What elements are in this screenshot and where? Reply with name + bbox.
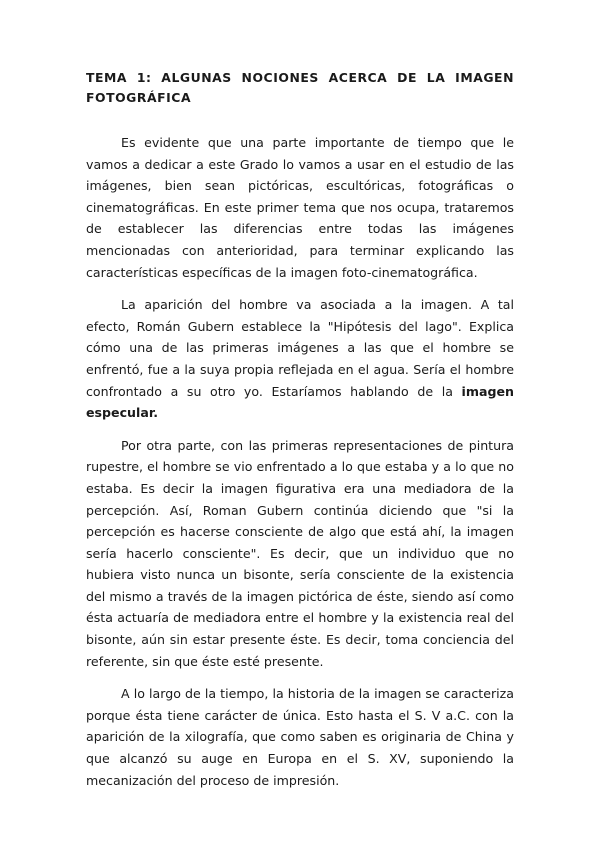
paragraph-4 — [86, 683, 514, 791]
document-title: TEMA 1: ALGUNAS NOCIONES ACERCA DE LA IMAGEN FOTOGRÁFICA — [86, 70, 514, 105]
paragraph-3 — [86, 435, 514, 673]
document-page — [86, 68, 514, 802]
paragraph-2-text: La aparición del hombre va asociada a la imagen. A tal efecto, Román Gubern establece la "Hipótesis del lago". Explica cómo una de las primeras imágenes a las que el hombre se enfrentó, fue a la suya propia reflejada en el agua. Sería el hombre confrontado a su otro yo. Estaríamos hablando de la — [86, 297, 514, 399]
paragraph-3-text: Por otra parte, con las primeras representaciones de pintura rupestre, el hombre se vio enfrentado a lo que estaba y a lo que no estaba. Es decir la imagen figurativa era una mediadora de la percepción. Así, Roman Gubern continúa diciendo que "si la percepción es hacerse consciente de algo que está ahí, la imagen sería hacerlo consciente". Es decir, que un individuo que no hubiera visto nunca un bisonte, sería consciente de la existencia del mismo a través de la imagen pictórica de éste, siendo así como ésta actuaría de mediadora entre el hombre y la existencia real del bisonte, aún sin estar presente éste. Es decir, toma conciencia del referente, sin que éste esté presente. — [86, 437, 514, 669]
paragraph-4-text: A lo largo de la tiempo, la historia de la imagen se caracteriza porque ésta tiene carácter de única. Esto hasta el S. V a.C. con la aparición de la xilografía, que como saben es originaria de China y que alcanzó su auge en Europa en el S. XV, suponiendo la mecanización del proceso de impresión. — [86, 686, 514, 788]
paragraph-2-emphasis: imagen especular. — [86, 383, 514, 421]
paragraph-2 — [86, 294, 514, 424]
paragraph-1 — [86, 132, 514, 283]
paragraph-1-text: Es evidente que una parte importante de tiempo que le vamos a dedicar a este Grado lo vamos a usar en el estudio de las imágenes, bien sean pictóricas, escultóricas, fotográficas o cinematográficas. En este primer tema que nos ocupa, trataremos de establecer las diferencias entre todas las imágenes mencionadas con anterioridad, para terminar explicando las características específicas de la imagen foto-cinematográfica. — [86, 135, 514, 280]
